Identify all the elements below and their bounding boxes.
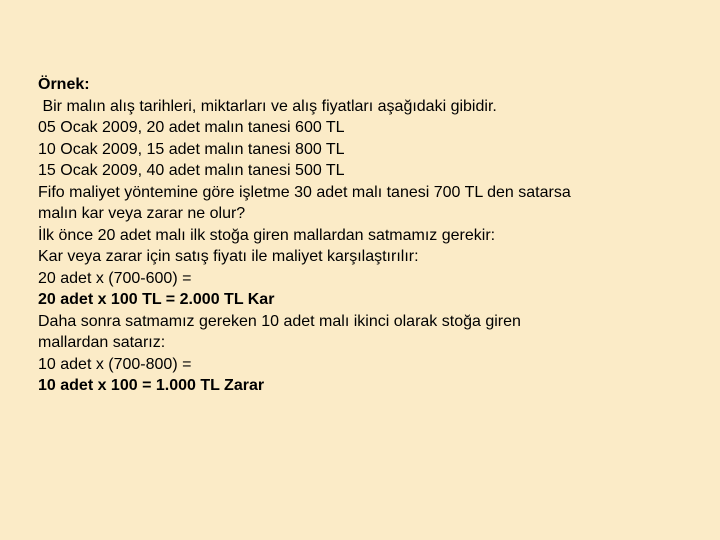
calculation-line-2: 10 adet x (700-800) = [38,355,192,373]
example-heading: Örnek: [38,76,90,93]
purchase-line-1: 05 Ocak 2009, 20 adet malın tanesi 600 TL [38,119,345,136]
question-line-1: Fifo maliyet yöntemine göre işletme 30 adet malı tanesi 700 TL den satarsa [38,183,571,201]
calculation-line-1: 20 adet x (700-600) = [38,269,192,287]
result-line-loss: 10 adet x 100 = 1.000 TL Zarar [38,377,265,394]
step-one-line: İlk önce 20 adet malı ilk stoğa giren mallardan satmamız gerekir: [38,226,496,244]
purchase-line-3: 15 Ocak 2009, 40 adet malın tanesi 500 TL [38,162,345,179]
purchase-line-2: 10 Ocak 2009, 15 adet malın tanesi 800 TL [38,140,345,158]
step-two-line-1: Daha sonra satmamız gereken 10 adet malı ikinci olarak stoğa giren [38,312,521,330]
comparison-line: Kar veya zarar için satış fiyatı ile maliyet karşılaştırılır: [38,248,419,265]
slide-text-body [38,74,678,397]
result-line-profit: 20 adet x 100 TL = 2.000 TL Kar [38,291,275,308]
step-two-line-2: mallardan satarız: [38,334,166,351]
question-line-2: malın kar veya zarar ne olur? [38,205,246,222]
intro-line: Bir malın alış tarihleri, miktarları ve alış fiyatları aşağıdaki gibidir. [38,97,497,115]
